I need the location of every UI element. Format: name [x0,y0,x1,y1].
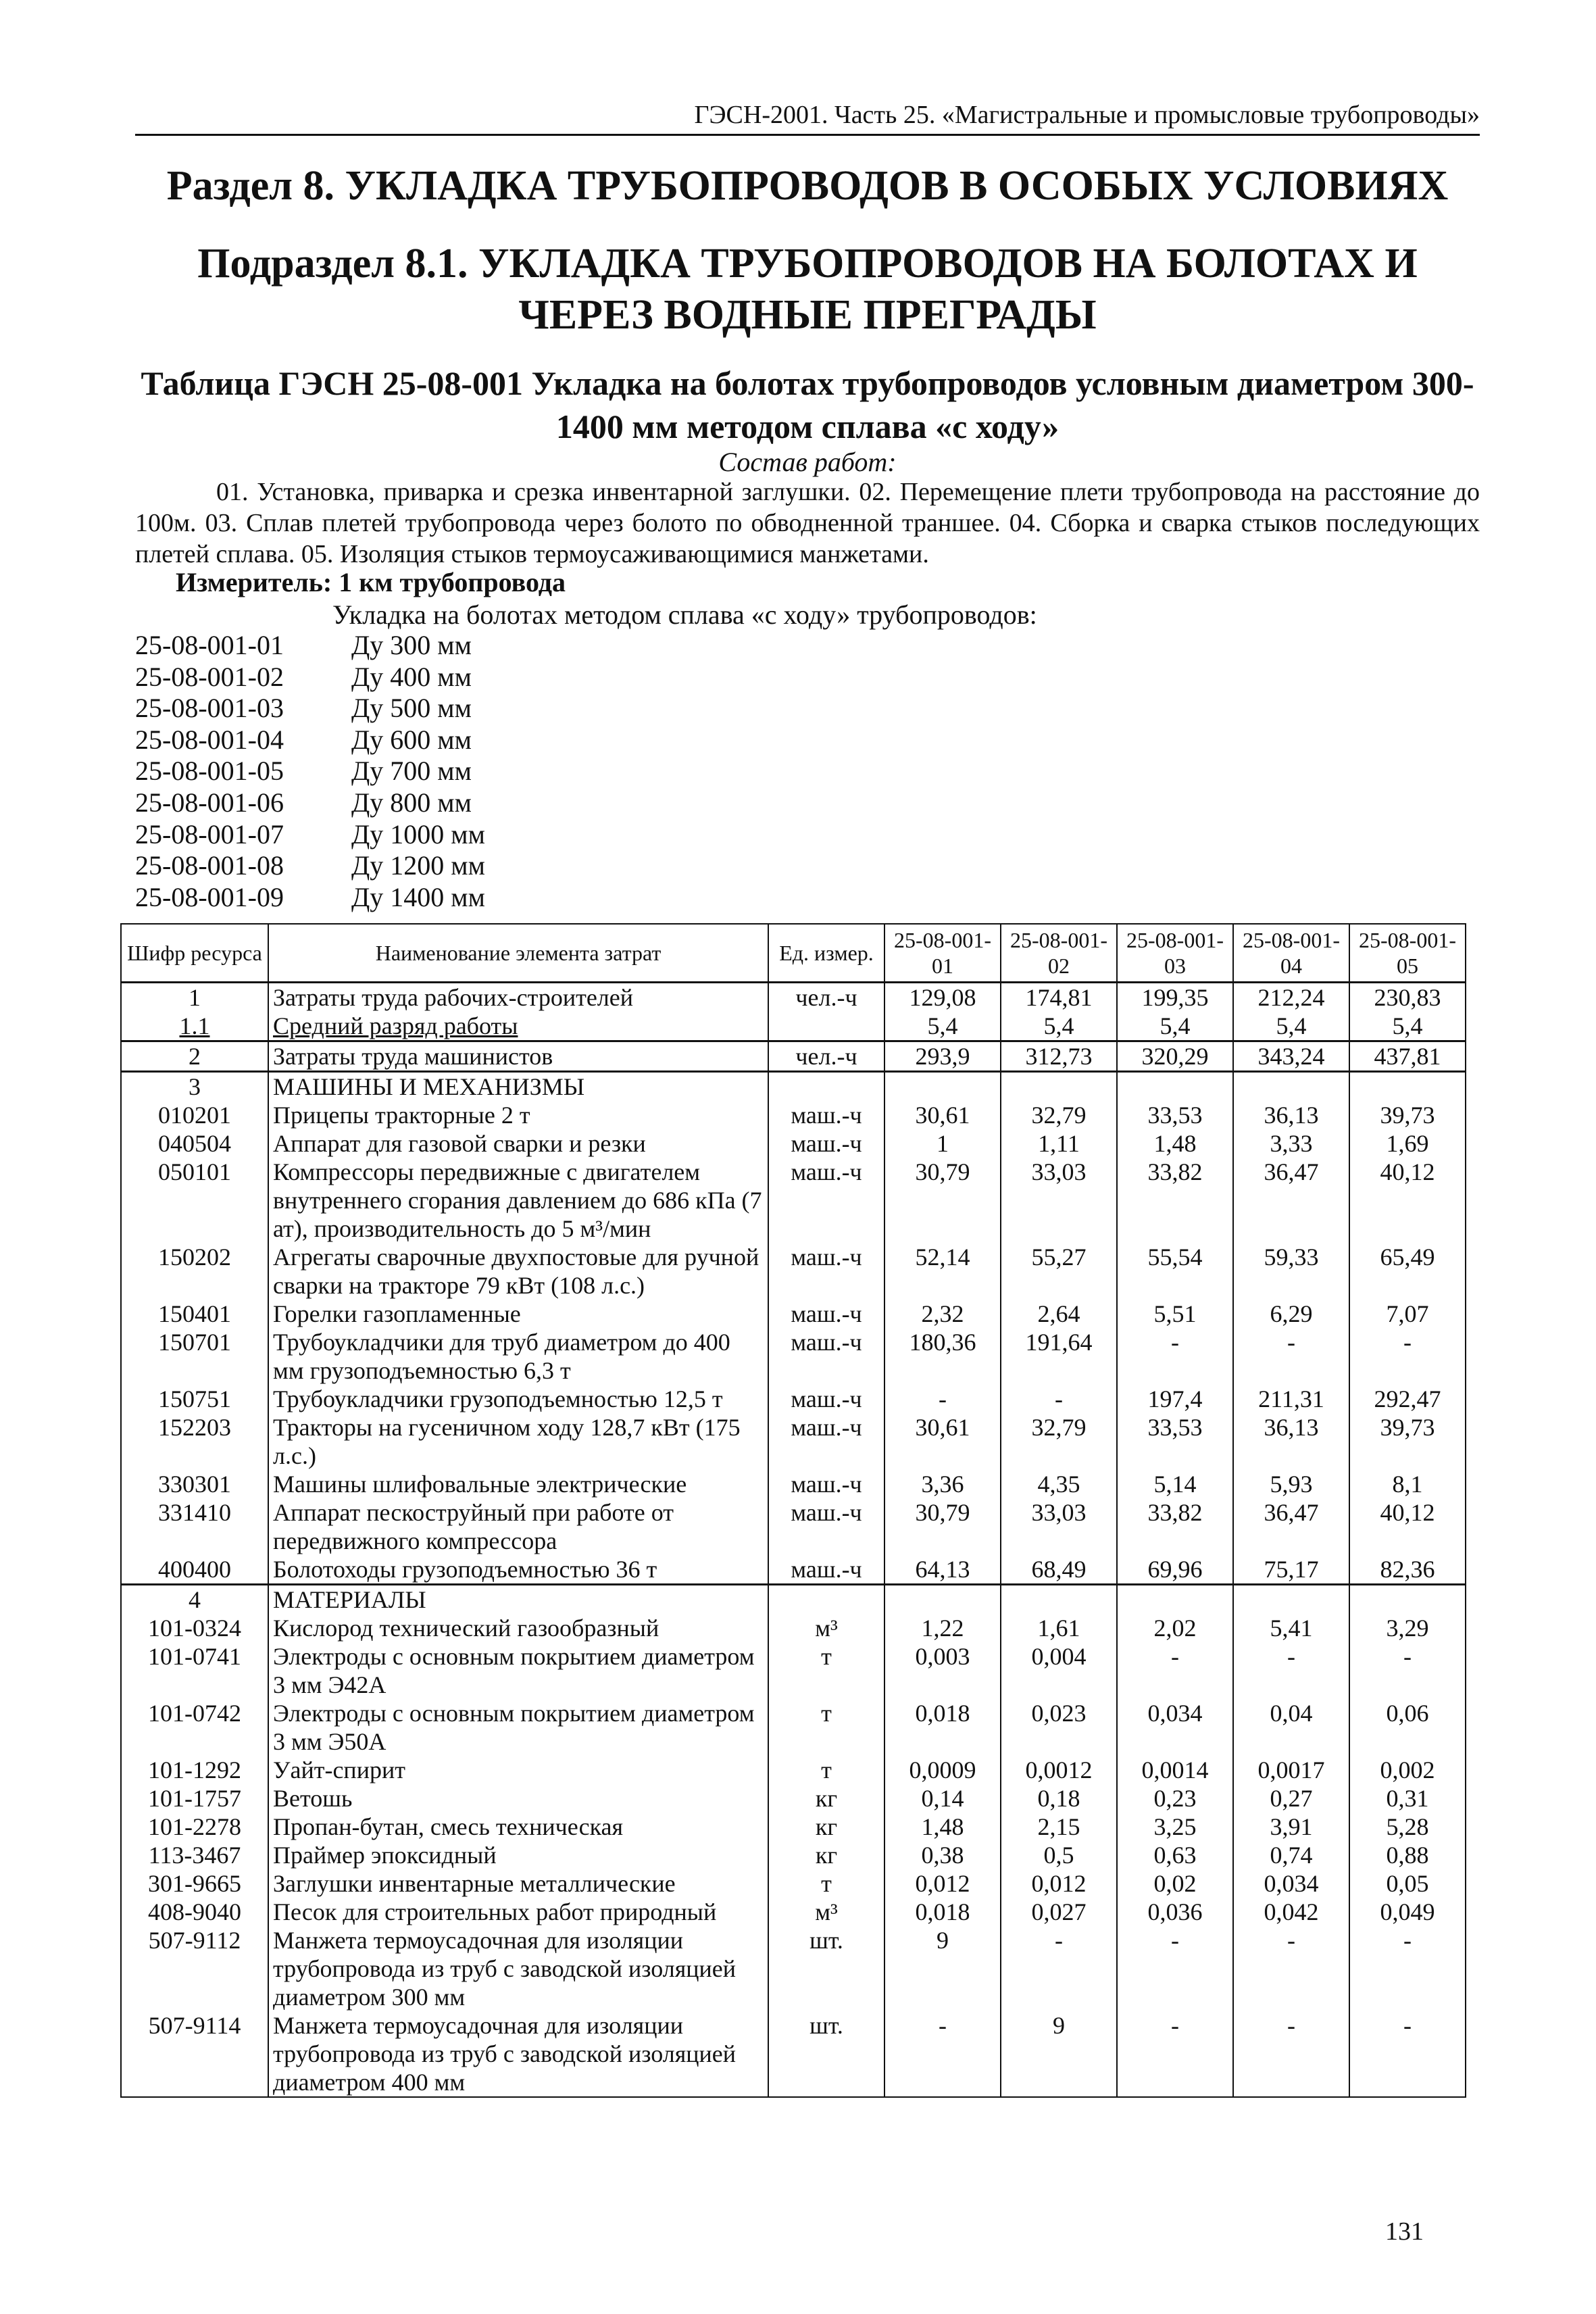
row-unit: маш.-ч [768,1101,884,1129]
row-unit: кг [768,1841,884,1869]
code-list-desc: Ду 400 мм [351,661,472,692]
row-value-col-2: 55,27 [1001,1243,1117,1300]
code-list-code: 25-08-001-01 [135,630,284,660]
row-value-col-3: 0,034 [1117,1699,1233,1756]
row-code: 150401 [121,1300,268,1328]
row-name: Горелки газопламенные [268,1300,768,1328]
row-value-col-2 [1001,1585,1117,1615]
table-row [121,1072,1466,1102]
row-value-col-3: 5,51 [1117,1300,1233,1328]
row-code: 1.1 [121,1012,268,1041]
row-unit: маш.-ч [768,1498,884,1555]
row-value-col-4: 0,042 [1233,1898,1349,1926]
row-value-col-5: 5,4 [1349,1012,1466,1041]
row-value-col-3: 55,54 [1117,1243,1233,1300]
row-code: 331410 [121,1498,268,1555]
row-name: Электроды с основным покрытием диаметром 3 мм Э50А [268,1699,768,1756]
row-value-col-1: 0,018 [884,1699,1001,1756]
row-code: 010201 [121,1101,268,1129]
row-value-col-3: 33,53 [1117,1413,1233,1470]
row-value-col-4: 212,24 [1233,983,1349,1012]
row-name: Тракторы на гусеничном ходу 128,7 кВт (175 л.с.) [268,1413,768,1470]
row-value-col-5: 0,06 [1349,1699,1466,1756]
row-value-col-5: 5,28 [1349,1813,1466,1841]
row-value-col-2: 9 [1001,2011,1117,2097]
row-code: 101-0324 [121,1614,268,1642]
row-value-col-1: 0,0009 [884,1756,1001,1784]
row-unit: шт. [768,2011,884,2097]
row-value-col-2: 32,79 [1001,1413,1117,1470]
row-value-col-1: 0,003 [884,1642,1001,1699]
code-list-desc: Ду 300 мм [351,630,472,660]
row-name: Машины шлифовальные электрические [268,1470,768,1498]
row-value-col-2: 5,4 [1001,1012,1117,1041]
row-value-col-5 [1349,1585,1466,1615]
row-name: Средний разряд работы [268,1012,768,1041]
row-value-col-3: 320,29 [1117,1041,1233,1072]
norms-table [120,923,1466,2098]
table-row [121,1926,1466,2011]
table-row [121,1413,1466,1470]
row-value-col-5: - [1349,2011,1466,2097]
row-value-col-2: 0,5 [1001,1841,1117,1869]
row-unit: маш.-ч [768,1413,884,1470]
row-value-col-4: 59,33 [1233,1243,1349,1300]
row-value-col-3: 0,23 [1117,1784,1233,1813]
row-value-col-4: 211,31 [1233,1385,1349,1413]
row-value-col-4: 0,04 [1233,1699,1349,1756]
row-value-col-3: 5,14 [1117,1470,1233,1498]
row-unit [768,1072,884,1102]
row-code: 301-9665 [121,1869,268,1898]
table-row [121,1129,1466,1158]
row-unit: м³ [768,1898,884,1926]
code-list-code: 25-08-001-03 [135,693,284,724]
row-value-col-5: 7,07 [1349,1300,1466,1328]
row-name: Манжета термоусадочная для изоляции трубопровода из труб с заводской изоляцией диаметром 400 мм [268,2011,768,2097]
code-list-item [135,693,485,724]
row-unit: маш.-ч [768,1129,884,1158]
row-value-col-1: 0,38 [884,1841,1001,1869]
code-list-code: 25-08-001-02 [135,661,284,692]
row-unit [768,1012,884,1041]
row-value-col-4: 36,13 [1233,1413,1349,1470]
row-value-col-1: 5,4 [884,1012,1001,1041]
row-value-col-1: 2,32 [884,1300,1001,1328]
row-value-col-2: 191,64 [1001,1328,1117,1385]
code-list-code: 25-08-001-09 [135,881,284,912]
row-unit: чел.-ч [768,983,884,1012]
row-code: 400400 [121,1555,268,1585]
row-unit: маш.-ч [768,1158,884,1243]
table-row [121,983,1466,1012]
row-value-col-5: 230,83 [1349,983,1466,1012]
row-value-col-1: 30,61 [884,1101,1001,1129]
code-list-desc: Ду 600 мм [351,724,472,755]
row-value-col-1: 52,14 [884,1243,1001,1300]
row-value-col-3: 3,25 [1117,1813,1233,1841]
row-value-col-1: 293,9 [884,1041,1001,1072]
code-list-code: 25-08-001-06 [135,787,284,818]
row-unit: т [768,1642,884,1699]
row-code: 408-9040 [121,1898,268,1926]
row-code: 150701 [121,1328,268,1385]
row-value-col-5: - [1349,1642,1466,1699]
row-code: 101-1292 [121,1756,268,1784]
header-col-4: 25-08-001-04 [1233,924,1349,983]
code-list-code: 25-08-001-05 [135,756,284,787]
row-value-col-4: - [1233,2011,1349,2097]
row-unit: кг [768,1813,884,1841]
row-value-col-2: 1,11 [1001,1129,1117,1158]
code-list-item [135,819,485,851]
row-unit: маш.-ч [768,1555,884,1585]
row-unit: маш.-ч [768,1328,884,1385]
row-unit: маш.-ч [768,1300,884,1328]
section-title: Раздел 8. УКЛАДКА ТРУБОПРОВОДОВ В ОСОБЫХ УСЛОВИЯХ [166,163,1449,209]
row-value-col-2: 32,79 [1001,1101,1117,1129]
row-value-col-1: 30,61 [884,1413,1001,1470]
row-name: Трубоукладчики для труб диаметром до 400 мм грузоподъемностью 6,3 т [268,1328,768,1385]
row-value-col-5: 8,1 [1349,1470,1466,1498]
row-value-col-5: - [1349,1926,1466,2011]
row-value-col-5: 0,002 [1349,1756,1466,1784]
row-value-col-5: 40,12 [1349,1158,1466,1243]
code-list-code: 25-08-001-07 [135,818,284,850]
row-value-col-3: 1,48 [1117,1129,1233,1158]
row-value-col-2: - [1001,1385,1117,1413]
row-value-col-2: 0,0012 [1001,1756,1117,1784]
row-code: 040504 [121,1129,268,1158]
table-row [121,1101,1466,1129]
row-name: Агрегаты сварочные двухпостовые для ручной сварки на тракторе 79 кВт (108 л.с.) [268,1243,768,1300]
row-value-col-3 [1117,1585,1233,1615]
row-value-col-2: 0,004 [1001,1642,1117,1699]
table-row [121,1642,1466,1699]
row-name: МАТЕРИАЛЫ [268,1585,768,1615]
header-unit: Ед. измер. [768,924,884,983]
row-code: 330301 [121,1470,268,1498]
row-value-col-5: 39,73 [1349,1413,1466,1470]
row-value-col-1: 1,22 [884,1614,1001,1642]
row-value-col-4 [1233,1072,1349,1102]
table-row [121,1243,1466,1300]
row-value-col-5: 65,49 [1349,1243,1466,1300]
code-list-desc: Ду 1000 мм [351,818,485,850]
row-value-col-2: 312,73 [1001,1041,1117,1072]
row-value-col-3: 2,02 [1117,1614,1233,1642]
header-code: Шифр ресурса [121,924,268,983]
composition-text: 01. Установка, приварка и срезка инвентарной заглушки. 02. Перемещение плети трубопровода на расстояние до 100м. 03. Сплав плетей трубопровода через болото по обводненной траншее. 04. Сборка и сварка стыков последующих плетей сплава. 05. Изоляция стыков термоусаживающимися манжетами. [135,478,1480,568]
row-code: 050101 [121,1158,268,1243]
row-name: Затраты труда рабочих-строителей [268,983,768,1012]
row-code: 152203 [121,1413,268,1470]
row-name: Уайт-спирит [268,1756,768,1784]
row-value-col-4: - [1233,1642,1349,1699]
row-value-col-2: 0,012 [1001,1869,1117,1898]
table-row [121,1614,1466,1642]
row-name: Ветошь [268,1784,768,1813]
row-value-col-4: 0,27 [1233,1784,1349,1813]
header-name: Наименование элемента затрат [268,924,768,983]
row-code: 150751 [121,1385,268,1413]
table-body [121,983,1466,2098]
row-value-col-2: 0,023 [1001,1699,1117,1756]
code-list-code: 25-08-001-08 [135,850,284,881]
row-name: МАШИНЫ И МЕХАНИЗМЫ [268,1072,768,1102]
code-list-item [135,756,485,787]
row-value-col-4: 3,91 [1233,1813,1349,1841]
composition-heading: Состав работ: [718,447,897,477]
table-row [121,1385,1466,1413]
table-row [121,1328,1466,1385]
row-code: 150202 [121,1243,268,1300]
row-name: Аппарат пескоструйный при работе от передвижного компрессора [268,1498,768,1555]
row-code: 507-9114 [121,2011,268,2097]
code-list-desc: Ду 700 мм [351,756,472,787]
row-value-col-5: 3,29 [1349,1614,1466,1642]
row-value-col-3: 33,82 [1117,1158,1233,1243]
unit-line: Измеритель: 1 км трубопровода [176,567,566,597]
row-value-col-2: 68,49 [1001,1555,1117,1585]
row-value-col-3: 197,4 [1117,1385,1233,1413]
row-value-col-1: 64,13 [884,1555,1001,1585]
row-value-col-1: 3,36 [884,1470,1001,1498]
table-header-row [121,924,1466,983]
row-value-col-4: 0,0017 [1233,1756,1349,1784]
code-list-item [135,850,485,882]
row-code: 101-2278 [121,1813,268,1841]
row-value-col-5: 437,81 [1349,1041,1466,1072]
row-code: 3 [121,1072,268,1102]
table-title: Таблица ГЭСН 25-08-001 Укладка на болотах трубопроводов условным диаметром 300-1400 мм методом сплава «с ходу» [141,364,1474,445]
code-list-desc: Ду 800 мм [351,787,472,818]
row-value-col-2 [1001,1072,1117,1102]
row-value-col-1 [884,1585,1001,1615]
row-value-col-3: 0,63 [1117,1841,1233,1869]
row-value-col-1: 1 [884,1129,1001,1158]
row-value-col-3: 0,036 [1117,1898,1233,1926]
row-code: 113-3467 [121,1841,268,1869]
code-list [135,630,485,913]
header-col-5: 25-08-001-05 [1349,924,1466,983]
row-value-col-4: 0,034 [1233,1869,1349,1898]
table-row [121,1041,1466,1072]
table-row [121,1756,1466,1784]
row-value-col-2: 0,027 [1001,1898,1117,1926]
row-name: Праймер эпоксидный [268,1841,768,1869]
code-list-item [135,630,485,662]
row-value-col-5: 1,69 [1349,1129,1466,1158]
row-value-col-2: 33,03 [1001,1158,1117,1243]
table-row [121,1898,1466,1926]
row-unit: маш.-ч [768,1243,884,1300]
row-value-col-4: - [1233,1926,1349,2011]
row-code: 101-0741 [121,1642,268,1699]
row-value-col-2: 1,61 [1001,1614,1117,1642]
code-list-desc: Ду 500 мм [351,693,472,724]
row-value-col-2: 2,15 [1001,1813,1117,1841]
row-code: 101-1757 [121,1784,268,1813]
row-value-col-3 [1117,1072,1233,1102]
row-value-col-5: 40,12 [1349,1498,1466,1555]
table-row [121,2011,1466,2097]
row-value-col-4: 75,17 [1233,1555,1349,1585]
row-value-col-1: 0,012 [884,1869,1001,1898]
row-value-col-5: 0,88 [1349,1841,1466,1869]
code-list-item [135,787,485,819]
row-name: Заглушки инвентарные металлические [268,1869,768,1898]
row-value-col-2: 0,18 [1001,1784,1117,1813]
row-value-col-4: 5,4 [1233,1012,1349,1041]
row-value-col-5: - [1349,1328,1466,1385]
row-name: Болотоходы грузоподъемностью 36 т [268,1555,768,1585]
row-value-col-5: 0,31 [1349,1784,1466,1813]
row-value-col-1: 1,48 [884,1813,1001,1841]
row-code: 101-0742 [121,1699,268,1756]
row-value-col-4: 36,47 [1233,1158,1349,1243]
table-row [121,1585,1466,1615]
row-name: Прицепы тракторные 2 т [268,1101,768,1129]
row-unit: чел.-ч [768,1041,884,1072]
table-row [121,1158,1466,1243]
table-row [121,1841,1466,1869]
row-name: Электроды с основным покрытием диаметром 3 мм Э42А [268,1642,768,1699]
row-value-col-4: 36,13 [1233,1101,1349,1129]
header-col-1: 25-08-001-01 [884,924,1001,983]
table-row [121,1813,1466,1841]
row-name: Пропан-бутан, смесь техническая [268,1813,768,1841]
row-value-col-4: 6,29 [1233,1300,1349,1328]
row-value-col-3: 33,53 [1117,1101,1233,1129]
code-list-item [135,724,485,756]
row-unit: шт. [768,1926,884,2011]
code-list-desc: Ду 1200 мм [351,850,485,881]
code-list-code: 25-08-001-04 [135,724,284,755]
row-value-col-5 [1349,1072,1466,1102]
row-name: Кислород технический газообразный [268,1614,768,1642]
row-unit: маш.-ч [768,1385,884,1413]
row-value-col-1: - [884,1385,1001,1413]
code-list-desc: Ду 1400 мм [351,881,485,912]
row-value-col-3: 199,35 [1117,983,1233,1012]
code-list-item [135,882,485,914]
row-value-col-4: 343,24 [1233,1041,1349,1072]
intro-line: Укладка на болотах методом сплава «с ходу» трубопроводов: [332,599,1037,630]
row-name: Аппарат для газовой сварки и резки [268,1129,768,1158]
row-code: 2 [121,1041,268,1072]
subsection-title: Подраздел 8.1. УКЛАДКА ТРУБОПРОВОДОВ НА БОЛОТАХ И ЧЕРЕЗ ВОДНЫЕ ПРЕГРАДЫ [197,241,1418,338]
table-row [121,1784,1466,1813]
row-name: Трубоукладчики грузоподъемностью 12,5 т [268,1385,768,1413]
row-value-col-1: 0,018 [884,1898,1001,1926]
row-value-col-3: 0,02 [1117,1869,1233,1898]
row-value-col-3: 0,0014 [1117,1756,1233,1784]
table-row [121,1699,1466,1756]
table-row [121,1498,1466,1555]
table-row [121,1555,1466,1585]
row-unit: кг [768,1784,884,1813]
row-value-col-3: - [1117,2011,1233,2097]
header-col-3: 25-08-001-03 [1117,924,1233,983]
table-row [121,1012,1466,1041]
row-code: 507-9112 [121,1926,268,2011]
row-unit: т [768,1699,884,1756]
row-name: Затраты труда машинистов [268,1041,768,1072]
row-value-col-4: 5,41 [1233,1614,1349,1642]
row-value-col-2: - [1001,1926,1117,2011]
row-value-col-5: 82,36 [1349,1555,1466,1585]
row-unit [768,1585,884,1615]
row-name: Компрессоры передвижные с двигателем внутреннего сгорания давлением до 686 кПа (7 ат), производительность до 5 м³/мин [268,1158,768,1243]
row-unit: маш.-ч [768,1470,884,1498]
row-value-col-1 [884,1072,1001,1102]
row-value-col-5: 39,73 [1349,1101,1466,1129]
row-unit: м³ [768,1614,884,1642]
row-value-col-3: - [1117,1926,1233,2011]
table-row [121,1300,1466,1328]
row-value-col-1: - [884,2011,1001,2097]
row-value-col-1: 129,08 [884,983,1001,1012]
row-value-col-4: 36,47 [1233,1498,1349,1555]
row-value-col-2: 33,03 [1001,1498,1117,1555]
row-value-col-4 [1233,1585,1349,1615]
row-value-col-3: - [1117,1328,1233,1385]
row-value-col-1: 30,79 [884,1158,1001,1243]
row-value-col-1: 30,79 [884,1498,1001,1555]
table-row [121,1470,1466,1498]
row-code: 1 [121,983,268,1012]
running-header: ГЭСН-2001. Часть 25. «Магистральные и промысловые трубопроводы» [135,100,1480,136]
row-value-col-2: 4,35 [1001,1470,1117,1498]
page-number: 131 [1385,2217,1424,2246]
row-value-col-4: 5,93 [1233,1470,1349,1498]
row-value-col-4: 3,33 [1233,1129,1349,1158]
row-value-col-4: - [1233,1328,1349,1385]
row-value-col-5: 0,05 [1349,1869,1466,1898]
row-value-col-2: 2,64 [1001,1300,1117,1328]
row-name: Манжета термоусадочная для изоляции трубопровода из труб с заводской изоляцией диаметром 300 мм [268,1926,768,2011]
row-value-col-1: 180,36 [884,1328,1001,1385]
row-unit: т [768,1869,884,1898]
row-value-col-3: 69,96 [1117,1555,1233,1585]
row-value-col-3: - [1117,1642,1233,1699]
row-value-col-5: 292,47 [1349,1385,1466,1413]
row-code: 4 [121,1585,268,1615]
table-row [121,1869,1466,1898]
row-value-col-4: 0,74 [1233,1841,1349,1869]
header-col-2: 25-08-001-02 [1001,924,1117,983]
row-value-col-1: 9 [884,1926,1001,2011]
row-value-col-3: 5,4 [1117,1012,1233,1041]
row-value-col-2: 174,81 [1001,983,1117,1012]
row-unit: т [768,1756,884,1784]
row-name: Песок для строительных работ природный [268,1898,768,1926]
row-value-col-5: 0,049 [1349,1898,1466,1926]
row-value-col-1: 0,14 [884,1784,1001,1813]
code-list-item [135,662,485,693]
row-value-col-3: 33,82 [1117,1498,1233,1555]
